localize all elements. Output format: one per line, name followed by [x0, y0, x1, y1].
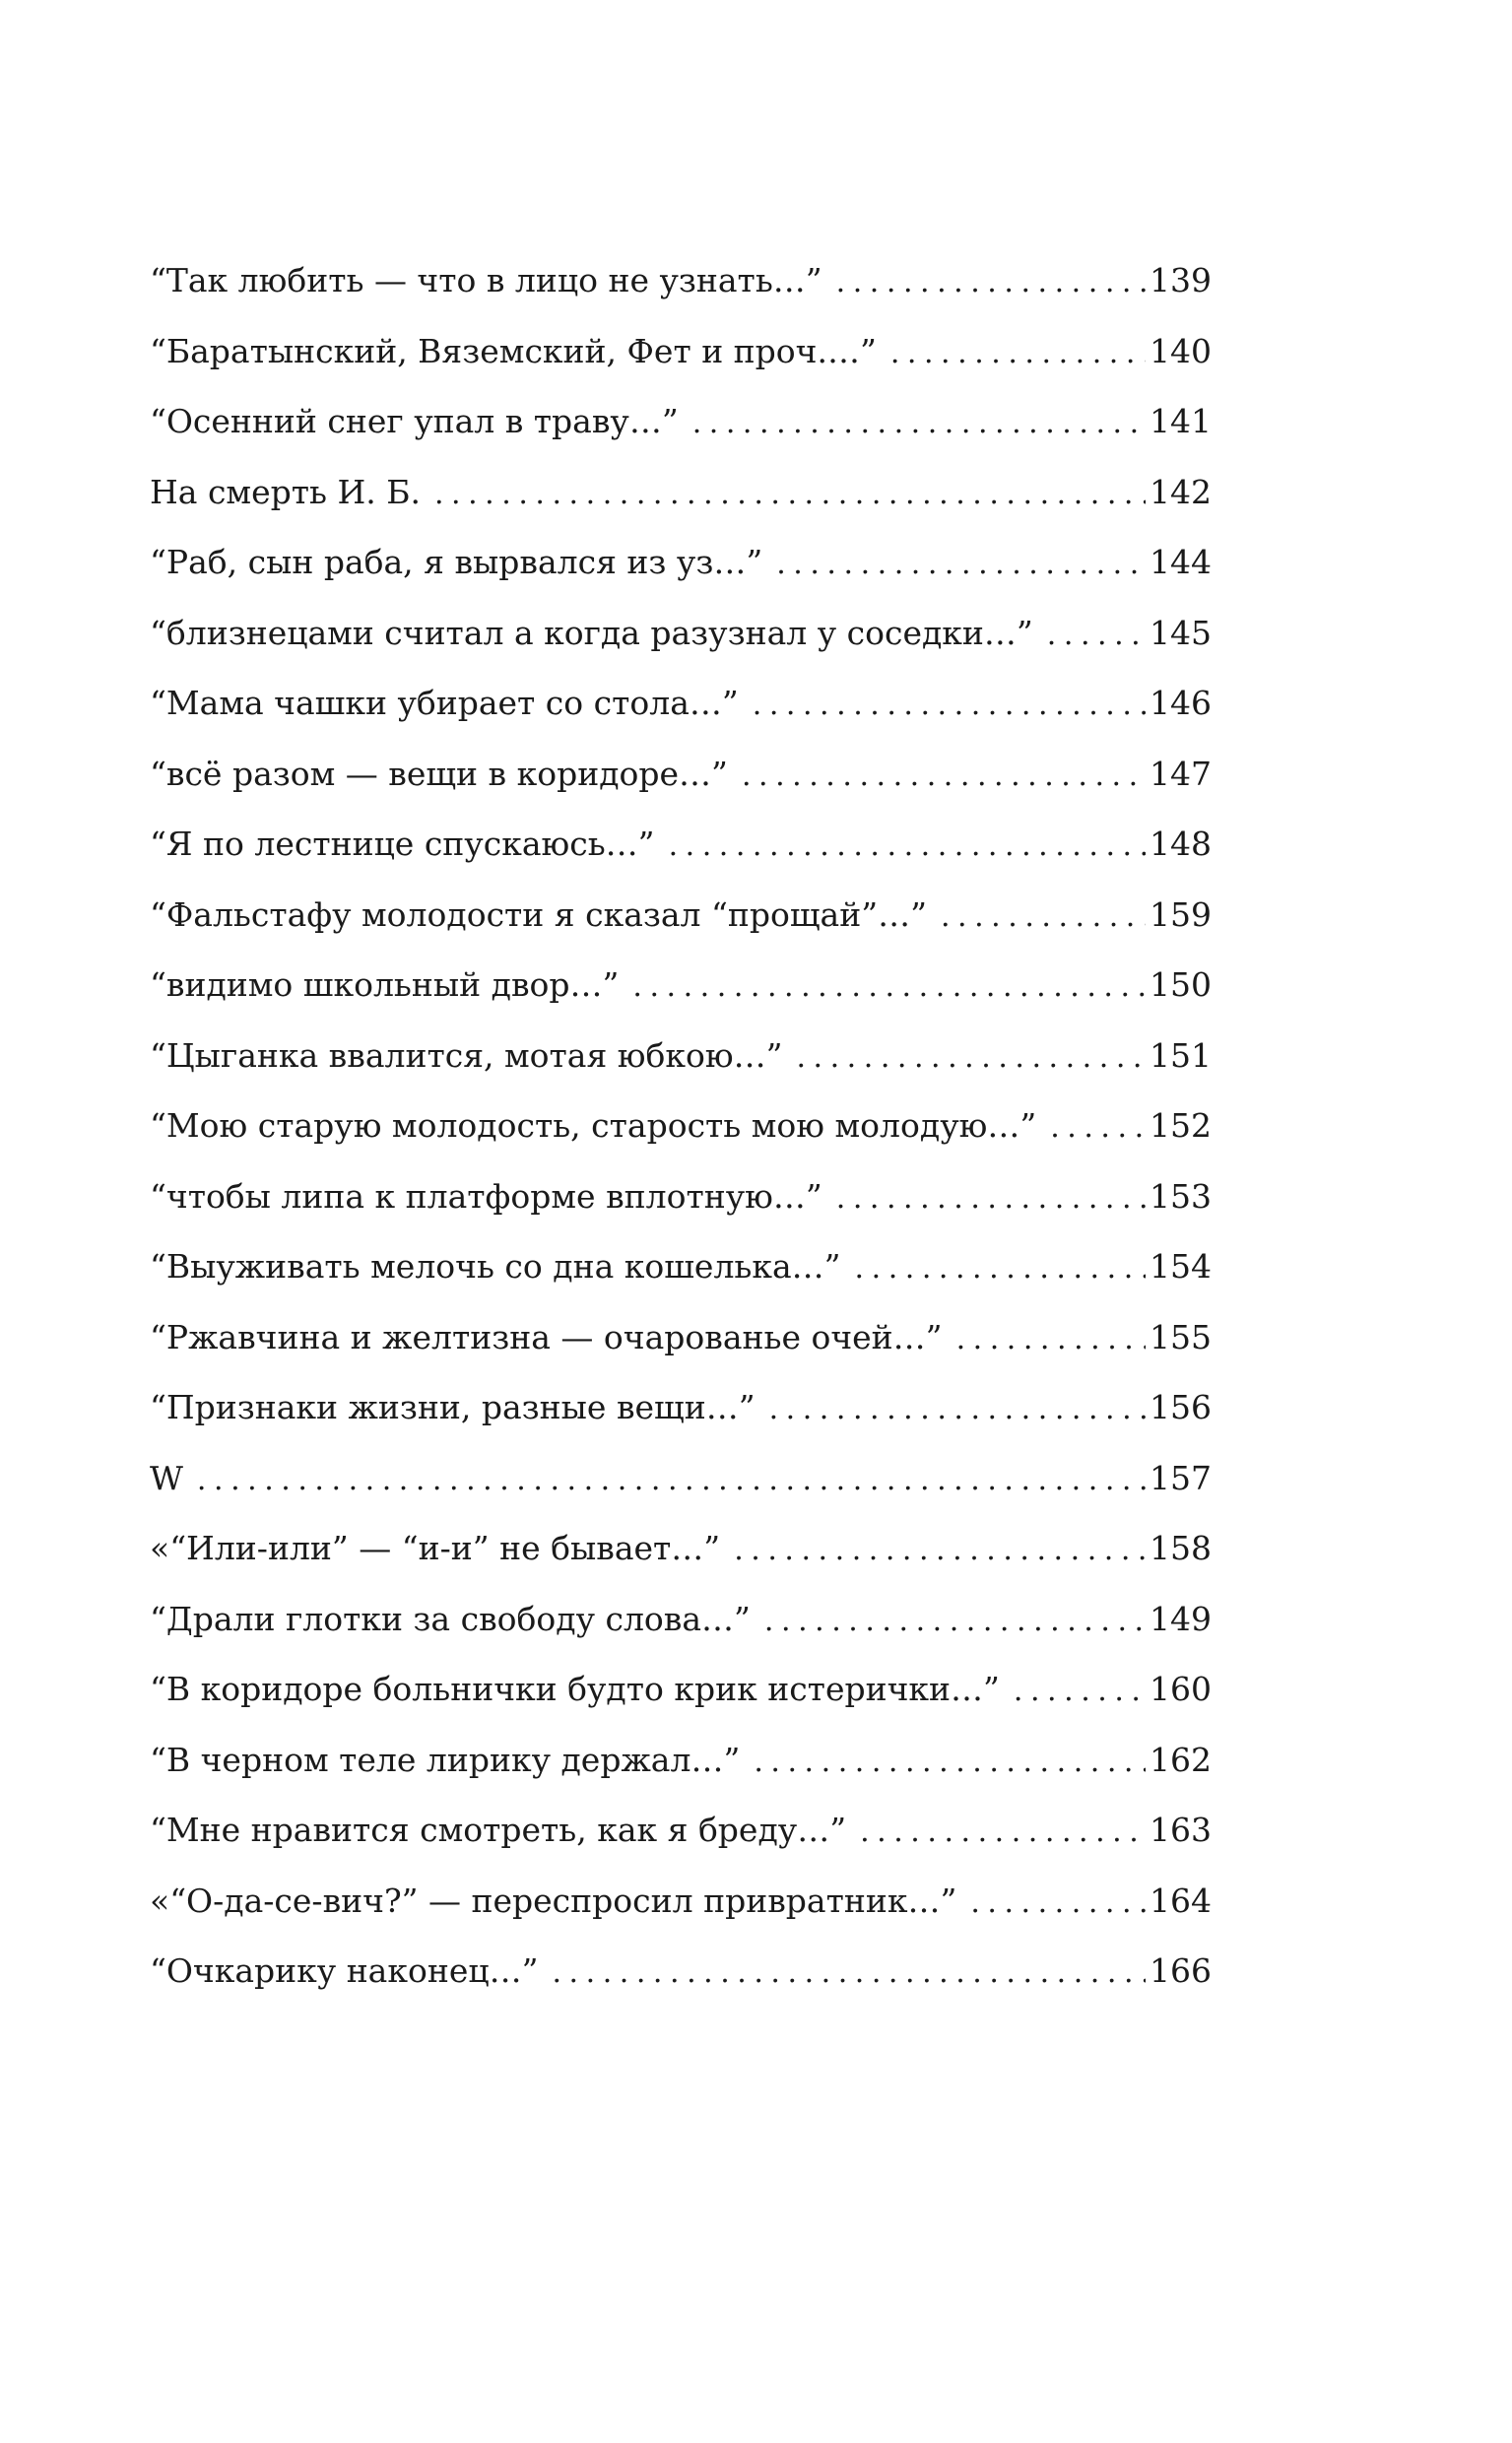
toc-entry-title: “Так любить — что в лицо не узнать…”: [150, 261, 822, 299]
toc-entry: [150, 1035, 1212, 1110]
toc-entry-title: “Фальстафу молодости я сказал “прощай”…”: [150, 894, 927, 934]
toc-entry: [150, 331, 1212, 406]
toc-entry-page-number: 166: [1150, 1951, 1212, 1990]
toc-entry: [150, 1599, 1212, 1674]
toc-dot-leader: [941, 902, 1146, 932]
toc-dot-leader: [1014, 1677, 1146, 1706]
toc-entry-title: “видимо школьный двор…”: [150, 965, 620, 1004]
toc-entry-page-number: 164: [1150, 1881, 1212, 1920]
toc-entry-title: “Очкарику наконец…”: [150, 1951, 539, 1990]
toc-dot-leader: [764, 1607, 1146, 1636]
toc-dot-leader: [552, 1958, 1146, 1988]
toc-dot-leader: [1047, 621, 1146, 650]
toc-entry-title: “В черном теле лирику держал…”: [150, 1740, 741, 1779]
table-of-contents: [150, 261, 1212, 2025]
toc-entry-page-number: 163: [1150, 1811, 1212, 1849]
toc-entry-page-number: 142: [1150, 472, 1212, 511]
toc-entry-page-number: 162: [1150, 1740, 1212, 1779]
toc-entry-page-number: 146: [1150, 684, 1212, 722]
toc-entry: [150, 1881, 1212, 1955]
toc-entry: [150, 1529, 1212, 1603]
toc-dot-leader: [796, 1043, 1146, 1073]
toc-dot-leader: [734, 1536, 1146, 1565]
toc-entry-page-number: 155: [1150, 1317, 1212, 1356]
toc-dot-leader: [632, 972, 1146, 1002]
toc-entry-title: “близнецами считал а когда разузнал у соседки…”: [150, 613, 1033, 652]
toc-entry-page-number: 140: [1150, 331, 1212, 370]
toc-entry-page-number: 148: [1150, 825, 1212, 863]
toc-entry-title: “Я по лестнице спускаюсь…”: [150, 825, 655, 863]
toc-entry-page-number: 150: [1150, 965, 1212, 1004]
toc-dot-leader: [855, 1254, 1146, 1284]
toc-entry-page-number: 156: [1150, 1388, 1212, 1426]
toc-entry-title: “Мне нравится смотреть, как я бреду…”: [150, 1811, 847, 1849]
toc-dot-leader: [836, 268, 1146, 297]
toc-entry-title: “Драли глотки за свободу слова…”: [150, 1599, 751, 1638]
toc-entry-page-number: 153: [1150, 1176, 1212, 1216]
toc-dot-leader: [434, 480, 1146, 509]
toc-entry-title: “Признаки жизни, разные вещи…”: [150, 1388, 756, 1426]
toc-entry-page-number: 151: [1150, 1035, 1212, 1075]
toc-entry-title: “Мама чашки убирает со стола…”: [150, 684, 739, 722]
toc-entry-page-number: 160: [1150, 1670, 1212, 1708]
toc-entry: [150, 261, 1212, 335]
toc-dot-leader: [669, 831, 1146, 861]
toc-entry: [150, 1740, 1212, 1815]
toc-entry: [150, 684, 1212, 758]
toc-entry: [150, 472, 1212, 547]
toc-entry-page-number: 139: [1150, 261, 1212, 299]
toc-entry: [150, 402, 1212, 476]
toc-entry: [150, 613, 1212, 688]
toc-entry-title: “Выуживать мелочь со дна кошелька…”: [150, 1247, 841, 1286]
toc-entry: [150, 754, 1212, 828]
toc-dot-leader: [692, 409, 1146, 438]
toc-dot-leader: [742, 761, 1146, 791]
toc-entry: [150, 827, 1212, 898]
toc-entry: [150, 894, 1212, 969]
toc-entry-page-number: 145: [1150, 613, 1212, 652]
toc-entry-page-number: 158: [1150, 1529, 1212, 1567]
toc-dot-leader: [956, 1325, 1146, 1354]
toc-entry-title: “Мою старую молодость, старость мою молодую…”: [150, 1106, 1037, 1145]
toc-entry-page-number: 141: [1150, 402, 1212, 440]
toc-entry: [150, 1317, 1212, 1392]
toc-entry: [150, 1176, 1212, 1251]
toc-dot-leader: [776, 550, 1146, 579]
toc-entry: [150, 1951, 1212, 2025]
toc-dot-leader: [970, 1888, 1146, 1918]
toc-entry-title: W: [150, 1458, 183, 1497]
toc-entry-page-number: 152: [1150, 1106, 1212, 1145]
toc-dot-leader: [860, 1817, 1146, 1847]
toc-entry: [150, 543, 1212, 617]
toc-entry: [150, 1458, 1212, 1533]
toc-entry-title: «“Или-или” — “и-и” не бывает…”: [150, 1529, 721, 1567]
toc-entry-title: “Ржавчина и желтизна — очарованье очей…”: [150, 1317, 943, 1356]
toc-dot-leader: [769, 1395, 1146, 1424]
toc-entry-page-number: 147: [1150, 754, 1212, 793]
toc-entry-page-number: 159: [1150, 894, 1212, 934]
toc-entry-title: “Цыганка ввалится, мотая юбкою…”: [150, 1035, 783, 1075]
toc-entry-title: “Баратынский, Вяземский, Фет и проч.…”: [150, 331, 877, 370]
toc-entry-page-number: 149: [1150, 1599, 1212, 1638]
toc-dot-leader: [890, 339, 1146, 368]
toc-dot-leader: [1050, 1113, 1146, 1143]
toc-entry: [150, 1811, 1212, 1884]
toc-entry-title: “В коридоре больнички будто крик истерички…”: [150, 1670, 1000, 1708]
toc-entry-page-number: 144: [1150, 543, 1212, 581]
toc-dot-leader: [836, 1184, 1146, 1214]
toc-entry-title: “Осенний снег упал в траву…”: [150, 402, 679, 440]
toc-dot-leader: [197, 1466, 1146, 1495]
toc-dot-leader: [753, 691, 1146, 720]
toc-entry-title: На смерть И. Б.: [150, 472, 421, 511]
toc-entry: [150, 1106, 1212, 1180]
toc-entry-page-number: 154: [1150, 1247, 1212, 1286]
toc-entry-title: “всё разом — вещи в коридоре…”: [150, 754, 728, 793]
toc-entry: [150, 1247, 1212, 1321]
toc-entry: [150, 965, 1212, 1039]
toc-entry-title: “Раб, сын раба, я вырвался из уз…”: [150, 543, 763, 581]
toc-entry-page-number: 157: [1150, 1458, 1212, 1497]
toc-entry-title: “чтобы липа к платформе вплотную…”: [150, 1176, 822, 1216]
toc-entry: [150, 1388, 1212, 1462]
toc-entry: [150, 1670, 1212, 1744]
toc-dot-leader: [754, 1748, 1146, 1777]
toc-entry-title: «“О-да-се-вич?” — переспросил привратник…”: [150, 1881, 957, 1920]
